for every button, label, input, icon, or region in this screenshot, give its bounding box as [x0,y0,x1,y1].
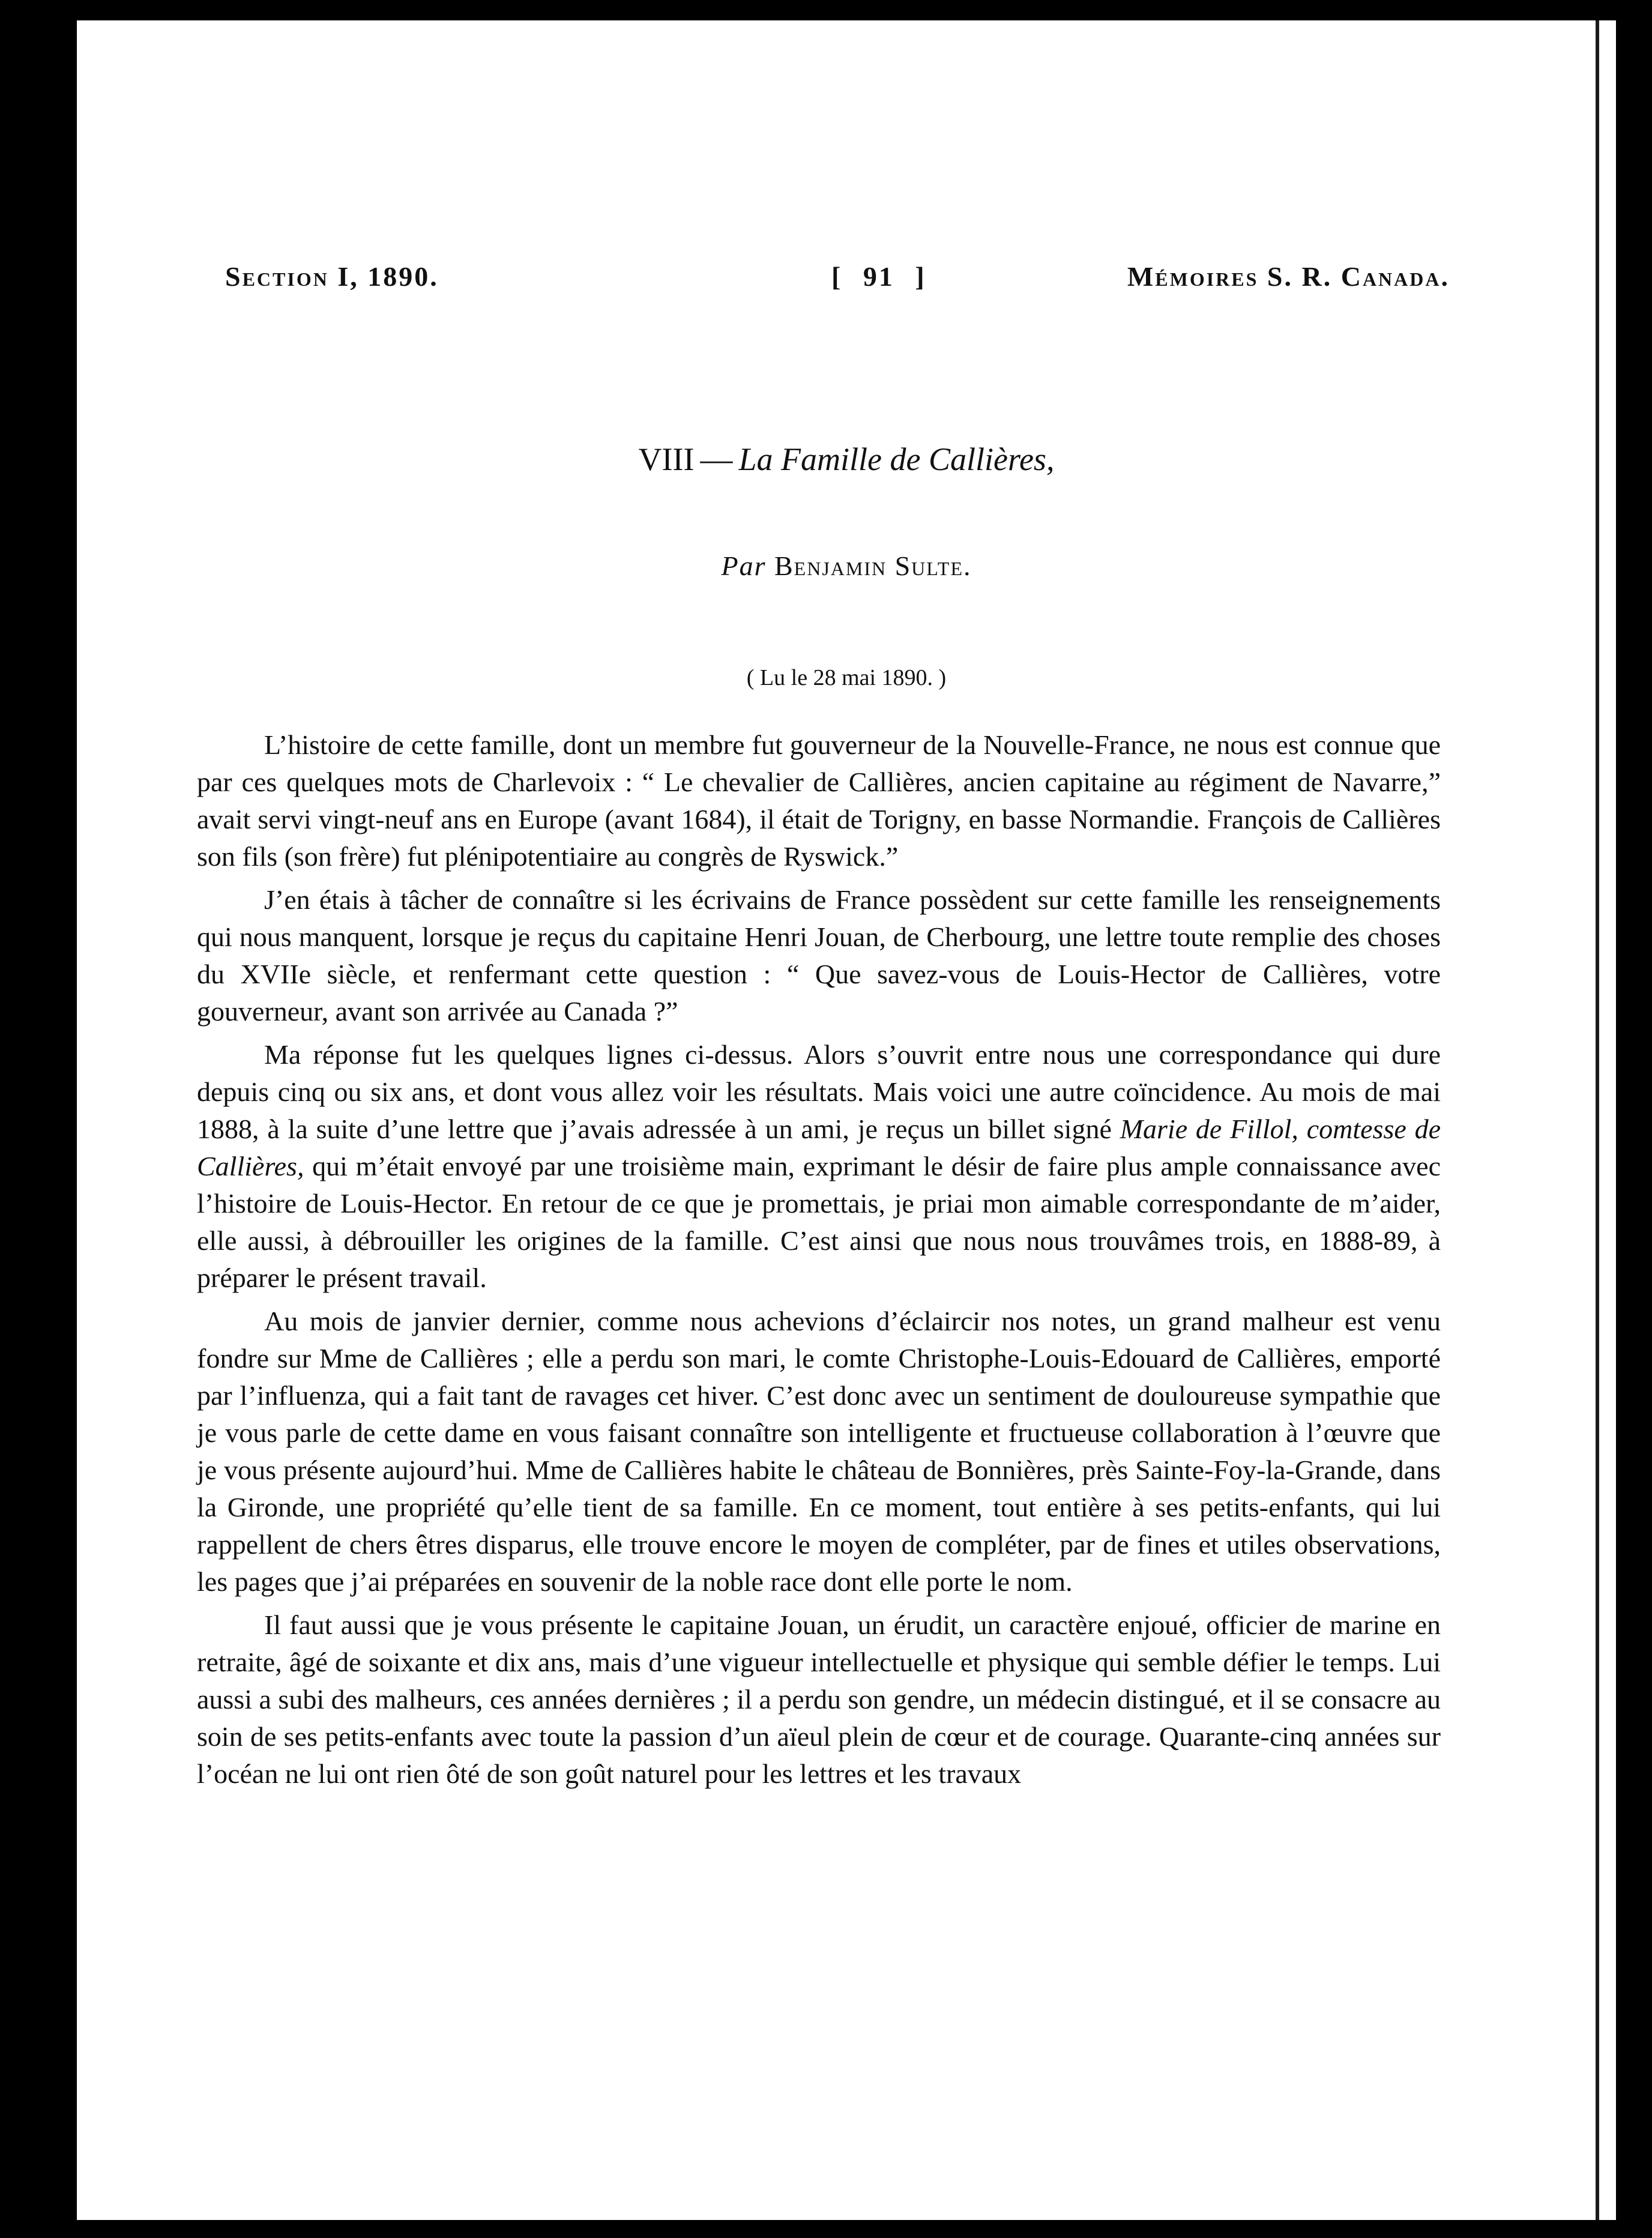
title-dash: — [700,441,733,477]
author-name: Benjamin Sulte. [774,550,972,581]
page-edge-shadow [1596,20,1599,2220]
page-number: [ 91 ] [831,261,926,292]
running-head [225,243,1450,309]
byline [77,550,1616,582]
running-head-journal: Mémoires S. R. Canada. [1127,261,1450,292]
reading-date-note: ( Lu le 28 mai 1890. ) [746,665,947,690]
paragraph-4: Au mois de janvier dernier, comme nous achevions d’éclaircir nos notes, un grand malheur est venu fondre sur Mme de Callières ; elle a perdu son mari, le comte Christophe-Louis-Edouard de Callières, emporté par l’influenza, qui a fait tant de ravages cet hiver. C’est donc avec un sentiment de douloureuse sympathie que je vous parle de cette dame en vous faisant connaître son intelligente et fructueuse collaboration à l’œuvre que je vous présente aujourd’hui. Mme de Callières habite le château de Bonnières, près Sainte-Foy-la-Grande, dans la Gironde, une propriété qu’elle tient de sa famille. En ce moment, tout entière à ses petits-enfants, qui lui rappellent de chers êtres disparus, elle trouve encore le moyen de compléter, par de fines et utiles observations, les pages que j’ai préparées en souvenir de la noble race dont elle porte le nom. [197,1306,1441,1597]
document-page [77,20,1616,2220]
signature-name: Marie de Fillol, comtesse de Callières, [197,1114,1441,1181]
paragraph-3-part-1: Ma réponse fut les quelques lignes ci-dessus. Alors s’ouvrit entre nous une correspondance qui dure depuis cinq ou six ans, et dont vous allez voir les résultats. Mais voici une autre coïncidence. Au mois de mai 1888, à la suite d’une lettre que j’avais adressée à un ami, je reçus un billet signé [197,1039,1441,1144]
paragraph-3 [197,1036,1441,1297]
article-title-text: La Famille de Callières, [738,441,1055,477]
running-head-section: Section I, 1890. [225,261,439,292]
paragraph-3-part-2: qui m’était envoyé par une troisième main, exprimant le désir de faire plus ample connaissance avec l’histoire de Louis-Hector. En retour de ce que je promettais, je priai mon aimable correspondante de m’aider, elle aussi, à débrouiller les origines de la famille. C’est ainsi que nous nous trouvâmes trois, en 1888-89, à préparer le présent travail. [197,1151,1441,1293]
body-text [197,726,1441,1799]
article-number: VIII [638,441,695,477]
paragraph-2: J’en étais à tâcher de connaître si les écrivains de France possèdent sur cette famille les renseignements qui nous manquent, lorsque je reçus du capitaine Henri Jouan, de Cherbourg, une lettre toute remplie des choses du XVIIe siècle, et renfermant cette question : “ Que savez-vous de Louis-Hector de Callières, votre gouverneur, avant son arrivée au Canada ?” [197,884,1441,1027]
byline-prefix: Par [721,550,767,581]
paragraph-5: Il faut aussi que je vous présente le capitaine Jouan, un érudit, un caractère enjoué, officier de marine en retraite, âgé de soixante et dix ans, mais d’une vigueur intellectuelle et physique qui semble défier le temps. Lui aussi a subi des malheurs, ces années dernières ; il a perdu son gendre, un médecin distingué, et il se consacre au soin de ses petits-enfants avec toute la passion d’un aïeul plein de cœur et de courage. Quarante-cinq années sur l’océan ne lui ont rien ôté de son goût naturel pour les lettres et les travaux [197,1609,1441,1789]
article-title [77,441,1616,478]
paragraph-1: L’histoire de cette famille, dont un membre fut gouverneur de la Nouvelle-France, ne nous est connue que par ces quelques mots de Charlevoix : “ Le chevalier de Callières, ancien capitaine au régiment de Navarre,” avait servi vingt-neuf ans en Europe (avant 1684), il était de Torigny, en basse Normandie. François de Callières son fils (son frère) fut plénipotentiaire au congrès de Ryswick.” [197,729,1441,872]
